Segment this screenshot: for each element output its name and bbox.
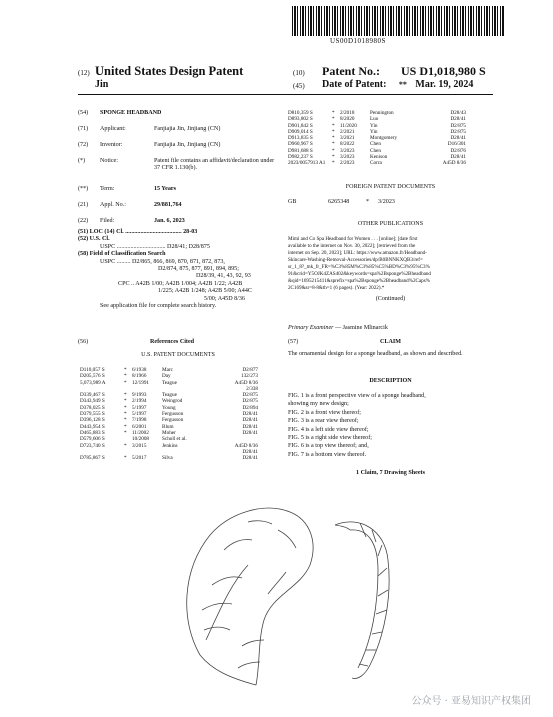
reference-cell: * bbox=[124, 379, 127, 386]
examiner-name: — Jasmine Mlinarcik bbox=[335, 325, 388, 331]
description-line: FIG. 3 is a rear view thereof; bbox=[288, 418, 359, 425]
reference-cell: D28/41 bbox=[242, 429, 258, 436]
reference-cell: D379,555 S bbox=[80, 411, 105, 418]
reference-cell: Day bbox=[162, 373, 171, 380]
description-line: FIG. 2 is a front view thereof; bbox=[288, 409, 361, 416]
headband-side-view bbox=[335, 522, 389, 679]
search-line: D2/874, 875, 877, 891, 894, 895; bbox=[158, 266, 239, 273]
patent-number: US D1,018,980 S bbox=[400, 64, 486, 78]
description-line: FIG. 5 is a right side view thereof; bbox=[288, 435, 372, 442]
reference-cell: 2/1994 bbox=[132, 398, 147, 405]
reference-row bbox=[80, 455, 280, 461]
claim-text: The ornamental design for a sponge headband, as shown and described. bbox=[288, 351, 463, 357]
reference-cell: D28/43 bbox=[450, 110, 466, 116]
reference-cell: Luo bbox=[370, 116, 379, 123]
search-line: USPC ......... D2/865, 866, 869, 870, 871, 872, 873, bbox=[100, 258, 225, 265]
publication-line: 91&crid=Y5OJK4ZAS402&keywords=spa%2Bsponge%2Bheadband bbox=[288, 271, 431, 277]
date-label: Date of Patent: bbox=[322, 79, 387, 90]
us-cl-line: (52) U.S. Cl. bbox=[78, 236, 110, 243]
reference-cell: D2/875 bbox=[450, 122, 466, 129]
reference-cell: Blum bbox=[162, 423, 174, 430]
reference-cell: * bbox=[124, 417, 127, 424]
references-code: (56) bbox=[78, 339, 89, 345]
reference-cell: Corra bbox=[370, 160, 382, 167]
barcode bbox=[292, 6, 504, 36]
reference-cell: * bbox=[124, 398, 127, 405]
claims-count: 1 Claim, 7 Drawing Sheets bbox=[356, 470, 425, 476]
reference-cell: Fergusson bbox=[162, 411, 184, 418]
inventor-surname: Jin bbox=[95, 79, 109, 90]
reference-cell: Weingrod bbox=[162, 398, 183, 405]
reference-cell: 3/2021 bbox=[340, 135, 355, 142]
reference-cell: 3/2015 bbox=[132, 442, 147, 449]
reference-cell: D893,802 S bbox=[288, 116, 313, 123]
reference-cell: Silva bbox=[162, 455, 173, 462]
reference-cell: * bbox=[124, 442, 127, 449]
reference-cell: D28/41 bbox=[242, 411, 258, 418]
reference-cell: Kenison bbox=[370, 154, 388, 161]
date-marks: ** bbox=[398, 80, 407, 89]
code-12: (12) bbox=[78, 69, 90, 77]
us-references-list bbox=[80, 367, 280, 461]
code-45: (45) bbox=[293, 82, 305, 90]
reference-cell: D28/41 bbox=[450, 135, 466, 142]
reference-cell: * bbox=[124, 373, 127, 380]
claim-heading: CLAIM bbox=[380, 339, 401, 345]
reference-cell: D2/894 bbox=[242, 404, 258, 411]
description-line: FIG. 7 is a bottom view thereof. bbox=[288, 451, 367, 458]
description-line: FIG. 1 is a front perspective view of a sponge headband, bbox=[288, 393, 426, 399]
barcode-number: US00D1018980S bbox=[330, 37, 386, 45]
search-line: D28/39, 41, 43, 92, 93 bbox=[196, 273, 251, 280]
reference-cell: 8/2020 bbox=[340, 116, 355, 123]
description-line: FIG. 6 is a top view thereof; and, bbox=[288, 443, 369, 450]
publication-line: Mimi and Co Spa Headband for Women . . . [online]; [date first bbox=[288, 236, 418, 242]
reference-cell: D579,606 S bbox=[80, 436, 105, 443]
patent-date: Mar. 19, 2024 bbox=[415, 79, 474, 90]
reference-cell: Fergusson bbox=[162, 417, 184, 424]
reference-cell: 5/1997 bbox=[132, 404, 147, 411]
reference-cell: 2023/0057913 A1 bbox=[288, 160, 326, 167]
reference-row bbox=[288, 160, 493, 166]
reference-cell: D981,688 S bbox=[288, 147, 313, 154]
reference-cell: D810,359 S bbox=[288, 110, 313, 116]
claim-code: (57) bbox=[288, 339, 299, 345]
reference-cell: * bbox=[332, 128, 335, 135]
reference-cell: D396,128 S bbox=[80, 417, 105, 424]
reference-cell: A45D 8/36 bbox=[234, 442, 258, 449]
reference-cell: Pennington bbox=[370, 110, 394, 116]
reference-cell: D2/877 bbox=[242, 367, 258, 373]
reference-cell: D28/41 bbox=[242, 417, 258, 424]
reference-cell: D339,467 S bbox=[80, 392, 105, 399]
reference-cell: D901,842 S bbox=[288, 122, 313, 129]
reference-cell: 2/2018 bbox=[340, 110, 355, 116]
reference-cell: D205,576 S bbox=[80, 373, 105, 380]
reference-cell: * bbox=[124, 367, 127, 373]
reference-cell: * bbox=[124, 404, 127, 411]
reference-cell: Jenkins bbox=[162, 442, 178, 449]
description-heading: DESCRIPTION bbox=[369, 378, 412, 384]
reference-cell: Teague bbox=[162, 379, 177, 386]
reference-cell: D960,967 S bbox=[288, 141, 313, 148]
search-line: 5/00; A45D 8/36 bbox=[204, 295, 245, 302]
reference-cell: D110,057 S bbox=[80, 367, 105, 373]
reference-cell: D2/876 bbox=[450, 147, 466, 154]
search-line: 1/225; A42B 1/248; A42B 5/00; A44C bbox=[158, 288, 252, 295]
reference-cell: 3/2023 bbox=[340, 154, 355, 161]
reference-cell: D28/41 bbox=[242, 448, 258, 455]
reference-cell: D2/875 bbox=[450, 128, 466, 135]
bibliographic-fields: (54) SPONGE HEADBAND (71) Applicant: Fanjiajia Jin, Jinjiang (CN) (72) Inventor: Fanjiajia Jin, Jinjiang (CN) (*) Notice: Patent file contains an affidavit/declaration under 37 CFR 1.130(b). (**) Term: 15 Years (21) Appl. No.: 29/881,764 (22) Filed: Jan. 6, 2023 bbox=[78, 110, 275, 224]
patent-date-line bbox=[322, 79, 473, 90]
publication-line: sr_1_8?_mk_fr_FR=%C3%85M%C3%85%C5%BD%C3%95%C3% bbox=[288, 264, 430, 270]
reference-cell: Marc bbox=[162, 367, 173, 373]
patent-number-label: Patent No.: bbox=[322, 64, 380, 78]
reference-cell: 11/2002 bbox=[132, 429, 149, 436]
reference-cell: 2/338 bbox=[246, 385, 258, 392]
reference-cell: * bbox=[332, 141, 335, 148]
reference-cell: 10/2008 bbox=[132, 436, 150, 443]
reference-cell: D28/41 bbox=[450, 154, 466, 161]
reference-cell: * bbox=[124, 392, 127, 399]
headband-drawing bbox=[160, 490, 430, 700]
patent-number-line bbox=[322, 64, 486, 79]
description-list bbox=[288, 392, 493, 459]
watermark: 公众号 · 亚易知识产权集团 bbox=[411, 696, 531, 707]
reference-cell: 5/1997 bbox=[132, 411, 147, 418]
reference-cell: Chen bbox=[370, 141, 381, 148]
reference-cell: 11/2020 bbox=[340, 122, 357, 129]
us-patent-docs-heading: U.S. PATENT DOCUMENTS bbox=[141, 352, 215, 358]
reference-cell: * bbox=[332, 154, 335, 161]
reference-cell: * bbox=[332, 160, 335, 167]
reference-cell: * bbox=[332, 116, 335, 123]
continued-note: (Continued) bbox=[375, 296, 406, 302]
claim-heading-row bbox=[288, 339, 493, 346]
reference-cell: D2/875 bbox=[242, 398, 258, 405]
headband-front-view bbox=[187, 508, 313, 685]
reference-cell: A45D 8/36 bbox=[234, 379, 258, 386]
description-line: showing my new design; bbox=[288, 401, 349, 408]
reference-cell: 2/2021 bbox=[340, 128, 355, 135]
reference-cell: Young bbox=[162, 404, 176, 411]
search-history-note: See application file for complete search history. bbox=[100, 303, 217, 310]
reference-cell: Chen bbox=[370, 147, 381, 154]
reference-cell: Yin bbox=[370, 122, 378, 129]
reference-cell: 8/1966 bbox=[132, 373, 147, 380]
reference-cell: 132/273 bbox=[240, 373, 258, 380]
reference-cell: * bbox=[332, 122, 335, 129]
reference-cell: D909,014 S bbox=[288, 128, 313, 135]
reference-cell: * bbox=[124, 423, 127, 430]
reference-cell: D443,954 S bbox=[80, 423, 105, 430]
reference-cell: * bbox=[124, 429, 127, 436]
description-line: FIG. 4 is a left side view thereof; bbox=[288, 426, 369, 433]
reference-cell: 6/1938 bbox=[132, 367, 147, 373]
reference-cell: D982,237 S bbox=[288, 154, 313, 161]
reference-cell: 5,073,989 A bbox=[80, 379, 106, 386]
loc-line: (51) LOC (14) Cl. ..................................... 28-03 bbox=[78, 229, 198, 235]
publication-line: 2C169&sr=8-8&th=1 (6 pages). (Year: 2022).* bbox=[288, 285, 385, 291]
reference-cell: Scholl et al. bbox=[162, 436, 187, 443]
other-publications bbox=[288, 236, 493, 292]
reference-cell: D16/301 bbox=[447, 141, 466, 148]
reference-cell: D28/41 bbox=[242, 455, 258, 462]
reference-cell: * bbox=[124, 411, 127, 418]
reference-cell: 3/2023 bbox=[340, 147, 355, 154]
header-rule bbox=[78, 94, 493, 95]
publication-line: internet on Sep. 20, 2023]; URL: https://www.amazon.fr/Headband- bbox=[288, 250, 427, 256]
reference-cell: 12/1991 bbox=[132, 379, 150, 386]
reference-cell: D785,867 S bbox=[80, 455, 105, 462]
us-references-list-continued bbox=[288, 110, 493, 167]
code-10: (10) bbox=[293, 69, 305, 77]
reference-cell: 9/1993 bbox=[132, 392, 147, 399]
reference-cell: 2/2023 bbox=[340, 160, 355, 167]
reference-cell: Teague bbox=[162, 392, 177, 399]
reference-cell: 6/2001 bbox=[132, 423, 147, 430]
reference-cell: 7/1998 bbox=[132, 417, 147, 424]
search-line: CPC .. A42B 1/00; A42B 1/004; A42B 1/22; A42B bbox=[118, 280, 243, 287]
document-title: United States Design Patent bbox=[95, 64, 244, 78]
field-search-heading: (58) Field of Classification Search bbox=[78, 251, 166, 258]
examiner-line bbox=[288, 325, 493, 332]
reference-cell: 8/2022 bbox=[340, 141, 355, 148]
reference-cell: * bbox=[332, 135, 335, 142]
reference-cell: D28/41 bbox=[450, 116, 466, 123]
reference-cell: * bbox=[332, 110, 335, 116]
reference-cell: 5/2017 bbox=[132, 455, 147, 462]
reference-cell: D913,835 S bbox=[288, 135, 313, 142]
examiner-label: Primary Examiner bbox=[288, 325, 334, 331]
reference-cell: D378,025 S bbox=[80, 404, 105, 411]
reference-cell: Montgomery bbox=[370, 135, 398, 142]
references-heading-row bbox=[78, 339, 278, 346]
other-pubs-heading: OTHER PUBLICATIONS bbox=[357, 221, 424, 227]
publication-line: available to the internet on Nov. 30, 2022]; [retrieved from the bbox=[288, 243, 416, 249]
uspc-line: USPC ................................ D28/41; D28/875 bbox=[100, 243, 210, 250]
publication-line: Skincare-Washing-Removal-Accessories/dp/B0BNNKXQB3/ref= bbox=[288, 257, 423, 263]
publication-line: &qid=1695215411&sprefix=spa%2Bsponge%2Bheadband%2Caps% bbox=[288, 278, 430, 284]
reference-cell: D723,740 S bbox=[80, 442, 105, 449]
reference-cell: D2/875 bbox=[242, 392, 258, 399]
classification-block bbox=[78, 229, 278, 310]
reference-cell: D28/41 bbox=[242, 423, 258, 430]
reference-cell: * bbox=[332, 147, 335, 154]
foreign-row: GB 6265348 * 3/2023 bbox=[288, 199, 395, 205]
foreign-heading: FOREIGN PATENT DOCUMENTS bbox=[345, 184, 436, 190]
reference-cell: * bbox=[124, 455, 127, 462]
reference-cell: D343,949 S bbox=[80, 398, 105, 405]
reference-cell: Yin bbox=[370, 128, 378, 135]
reference-cell: A45D 8/36 bbox=[442, 160, 466, 167]
references-heading: References Cited bbox=[150, 339, 195, 345]
reference-cell: Moher bbox=[162, 429, 176, 436]
reference-cell: D465,883 S bbox=[80, 429, 105, 436]
